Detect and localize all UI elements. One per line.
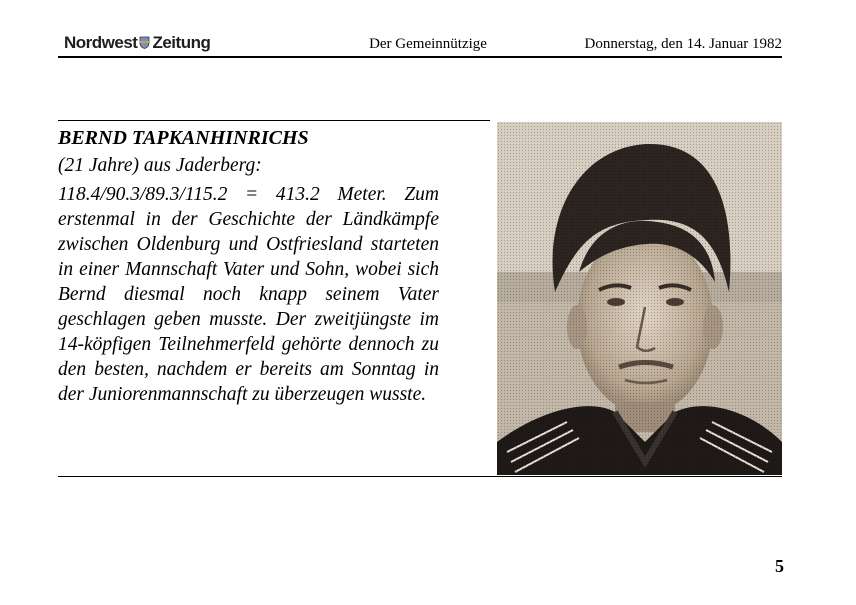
athlete-article	[58, 126, 439, 407]
logo-text-right: Zeitung	[152, 33, 211, 52]
article-top-rule	[58, 120, 490, 121]
page-header	[58, 30, 782, 58]
logo-text-left: Nordwest	[64, 33, 138, 52]
newspaper-logo	[64, 33, 210, 53]
athlete-photo	[497, 122, 782, 475]
section-title: Der Gemeinnützige	[369, 36, 487, 52]
athlete-name: BERND TAPKANHINRICHS	[58, 127, 309, 149]
article-bottom-rule	[58, 476, 782, 477]
page-number: 5	[775, 556, 784, 576]
athlete-intro: (21 Jahre) aus Jaderberg:	[58, 155, 262, 176]
issue-date: Donnerstag, den 14. Januar 1982	[584, 36, 782, 52]
article-body: 118.4/90.3/89.3/115.2 = 413.2 Meter. Zum erstenmal in der Geschichte der Ländkämpfe zwischen Oldenburg und Ostfriesland starteten in einer Mannschaft Vater und Sohn, wobei sich Bernd diesmal noch knapp seinem Vater geschlagen geben musste. Der zweitjüngste im 14-köpfigen Teilnehmerfeld gehörte dennoch zu den besten, nachdem er bereits am Sonntag in der Juniorenmannschaft zu überzeugen wusste.	[58, 184, 439, 405]
crest-icon	[139, 36, 150, 49]
